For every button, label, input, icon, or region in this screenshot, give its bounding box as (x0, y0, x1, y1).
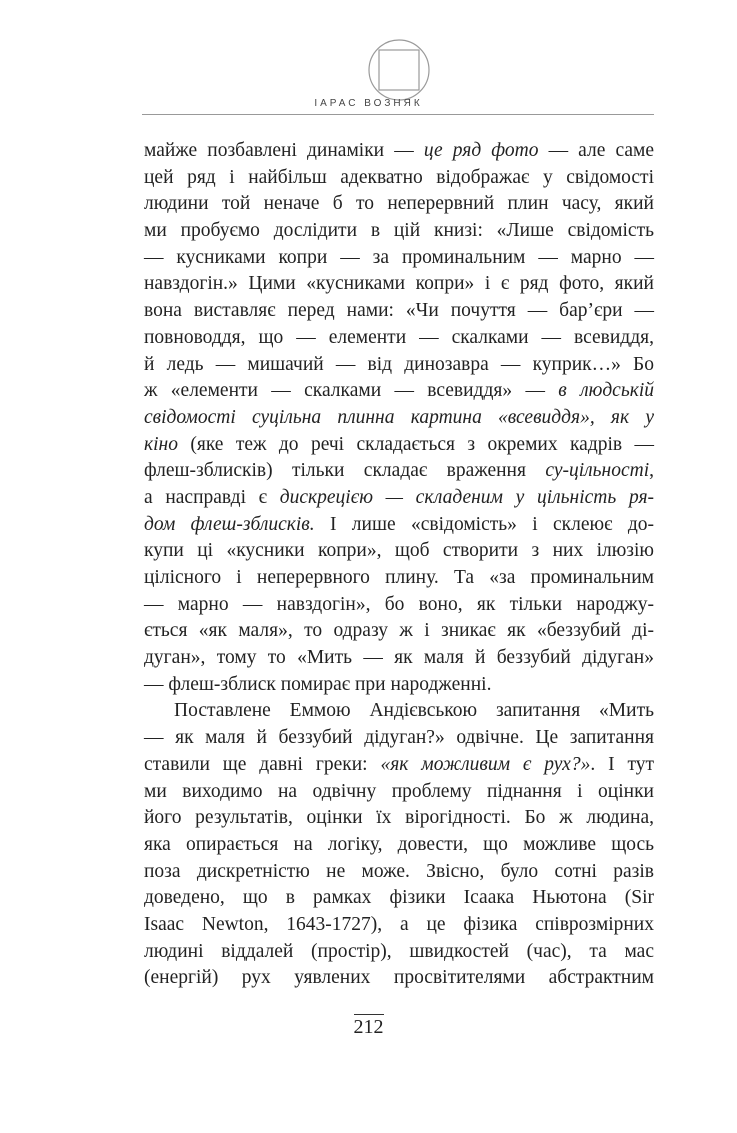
text-line (144, 512, 654, 539)
text-line (144, 538, 654, 565)
text-segment: — кусниками копри — за проминальним — марно — (144, 246, 654, 268)
text-line (144, 138, 654, 165)
text-segment: І лише «свідомість» і склеює до- (314, 513, 654, 535)
text-segment: — марно — навздогін», бо воно, як тільки народжу- (144, 593, 654, 615)
italic-text-segment: в людській (558, 380, 655, 402)
text-line (144, 218, 654, 245)
italic-text-segment: дом флеш-зблисків. (144, 513, 315, 535)
text-segment: ми пробуємо дослідити в цій книзі: «Лише свідомість (144, 220, 654, 242)
text-segment: яка опирається на логіку, довести, що можливе щось (144, 833, 654, 855)
text-line (144, 271, 654, 298)
text-segment: вона виставляє перед нами: «Чи почуття — бар’єри — (144, 300, 654, 322)
text-segment: . І тут (590, 753, 655, 775)
text-line (144, 672, 654, 699)
text-segment: доведено, що в рамках фізики Ісаака Ньютона (Sir (144, 887, 654, 909)
text-line (144, 565, 654, 592)
text-line (144, 885, 654, 912)
text-line (144, 191, 654, 218)
text-segment: (енергій) рух уявлених просвітителями абстрактним (144, 967, 654, 989)
text-segment: купи ці «кусники копри», щоб створити з них ілюзію (144, 540, 654, 562)
text-segment: — як маля й беззубий дідуган?» одвічне. Це запитання (144, 727, 654, 749)
body-text (144, 138, 654, 992)
text-line (144, 965, 654, 992)
text-line (144, 645, 654, 672)
text-line (144, 618, 654, 645)
text-segment: — але саме (538, 140, 655, 161)
text-line (144, 939, 654, 966)
text-line (144, 432, 654, 459)
text-segment: майже позбавлені динаміки — (144, 140, 424, 161)
text-segment: людині віддалей (простір), швидкостей (час), та мас (144, 940, 654, 962)
text-segment: повноводдя, що — елементи — скалками — всевиддя, (144, 326, 654, 348)
italic-text-segment: це ряд фото (423, 140, 539, 161)
text-segment: цей ряд і найбільш адекватно відображає у свідомості (144, 166, 654, 188)
text-line (144, 912, 654, 939)
text-segment: й ледь — мишачий — від динозавра — куприк…» Бо (144, 353, 654, 375)
running-head: ІАРАС ВОЗНЯК (314, 98, 423, 109)
text-segment: його результатів, оцінки їх вірогідності. Бо ж людина, (144, 807, 654, 829)
text-line (144, 752, 654, 779)
italic-text-segment: свідомості суцільна плинна картина «всевиддя», як у (144, 406, 654, 428)
text-line (144, 298, 654, 325)
text-line (144, 698, 654, 725)
text-segment: цілісного і неперервного плину. Та «за проминальним (144, 567, 654, 588)
text-line (144, 592, 654, 619)
text-line (144, 779, 654, 806)
header-divider (142, 114, 654, 115)
text-segment: ється «як маля», то одразу ж і зникає як «беззубий ді- (144, 620, 654, 642)
text-segment: флеш-зблисків) тільки складає враження (144, 460, 546, 482)
text-segment: Isaac Newton, 1643-1727), а це фізика співрозмірних (144, 913, 654, 935)
italic-text-segment: дискрецією — складеним у цільність ря- (279, 486, 654, 508)
text-segment: дуган», тому то «Мить — як маля й беззубий дідуган» (144, 647, 654, 669)
text-line (144, 485, 654, 512)
text-line (144, 805, 654, 832)
text-line (144, 352, 654, 379)
text-line (144, 859, 654, 886)
text-segment: поза дискретністю не може. Звісно, було сотні разів (144, 860, 654, 882)
text-line (144, 378, 654, 405)
text-segment: ми виходимо на одвічну проблему піднання і оцінки (144, 780, 654, 802)
text-segment: а насправді є (144, 486, 280, 508)
text-segment: людини той неначе б то неперервний плин часу, який (144, 193, 654, 215)
text-segment: (яке теж до речі складається з окремих кадрів — (177, 433, 654, 455)
text-line (144, 165, 654, 192)
page-number-container (0, 1016, 737, 1039)
text-segment: — флеш-зблиск помирає при народженні. (144, 673, 492, 695)
text-line (144, 245, 654, 272)
text-segment: ж «елементи — скалками — всевиддя» — (144, 380, 559, 402)
page-number: 212 (353, 1016, 384, 1038)
text-segment: ставили ще давні греки: (144, 753, 381, 775)
text-segment: Поставлене Еммою Андієвською запитання «Мить (174, 700, 654, 722)
italic-text-segment: су-цільності (545, 460, 650, 482)
text-segment: , (649, 460, 654, 482)
italic-text-segment: кіно (144, 433, 178, 455)
circle-square-emblem-icon (367, 38, 431, 102)
text-line (144, 458, 654, 485)
italic-text-segment: «як можливим є рух?» (380, 753, 591, 775)
text-line (144, 405, 654, 432)
text-line (144, 325, 654, 352)
text-line (144, 725, 654, 752)
text-line (144, 832, 654, 859)
text-segment: навздогін.» Цими «кусниками копри» і є ряд фото, який (144, 273, 654, 295)
